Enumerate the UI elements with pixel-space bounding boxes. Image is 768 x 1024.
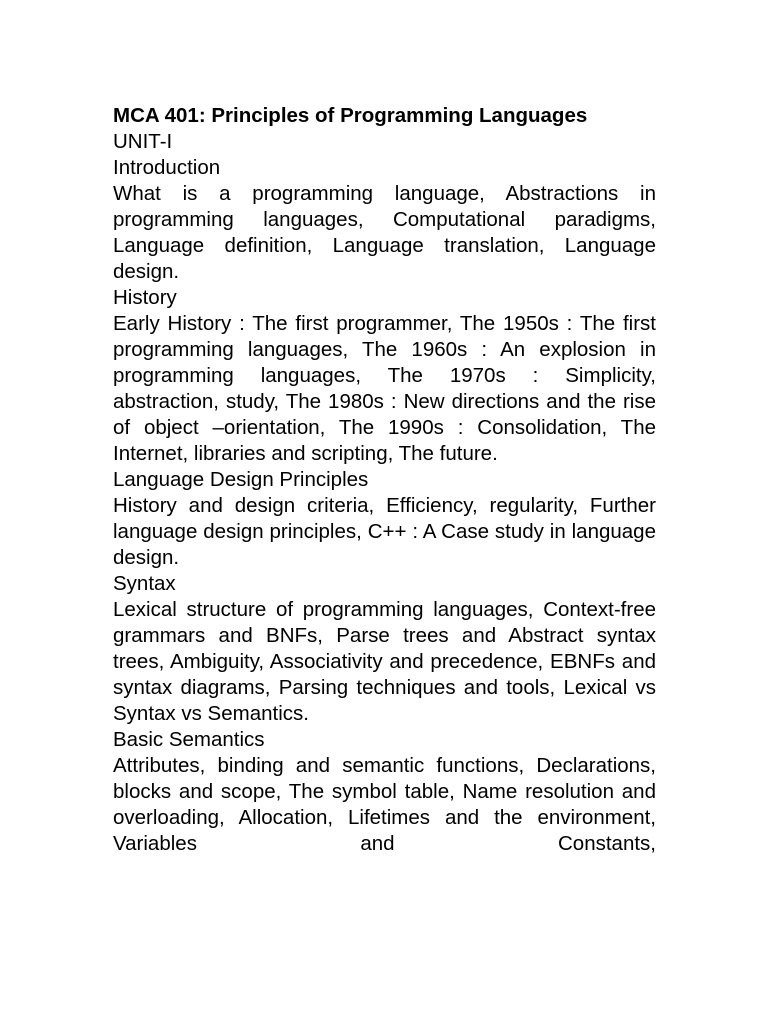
document-title: MCA 401: Principles of Programming Languages [113, 104, 588, 127]
section-body-basic-semantics: Attributes, binding and semantic functions, Declarations, blocks and scope, The symbol table, Name resolution and overloading, Allocation, Lifetimes and the environment, Variables and Constants, [113, 754, 656, 855]
unit-heading: UNIT-I [113, 130, 173, 153]
section-heading-syntax: Syntax [113, 572, 176, 595]
section-heading-basic-semantics: Basic Semantics [113, 728, 265, 751]
section-body-introduction: What is a programming language, Abstractions in programming languages, Computational paradigms, Language definition, Language translation, Language design. [113, 182, 656, 283]
section-heading-language-design-principles: Language Design Principles [113, 468, 369, 491]
section-body-syntax: Lexical structure of programming languages, Context-free grammars and BNFs, Parse trees and Abstract syntax trees, Ambiguity, Associativity and precedence, EBNFs and syntax diagrams, Parsing techniques and tools, Lexical vs Syntax vs Semantics. [113, 598, 656, 725]
section-body-language-design-principles: History and design criteria, Efficiency, regularity, Further language design principles, C++ : A Case study in language design. [113, 494, 656, 569]
document-page [113, 103, 656, 857]
section-body-history: Early History : The first programmer, The 1950s : The first programming languages, The 1960s : An explosion in programming languages, The 1970s : Simplicity, abstraction, study, The 1980s : New directions and the rise of object –orientation, The 1990s : Consolidation, The Internet, libraries and scripting, The future. [113, 312, 656, 465]
section-heading-history: History [113, 286, 177, 309]
section-heading-introduction: Introduction [113, 156, 221, 179]
